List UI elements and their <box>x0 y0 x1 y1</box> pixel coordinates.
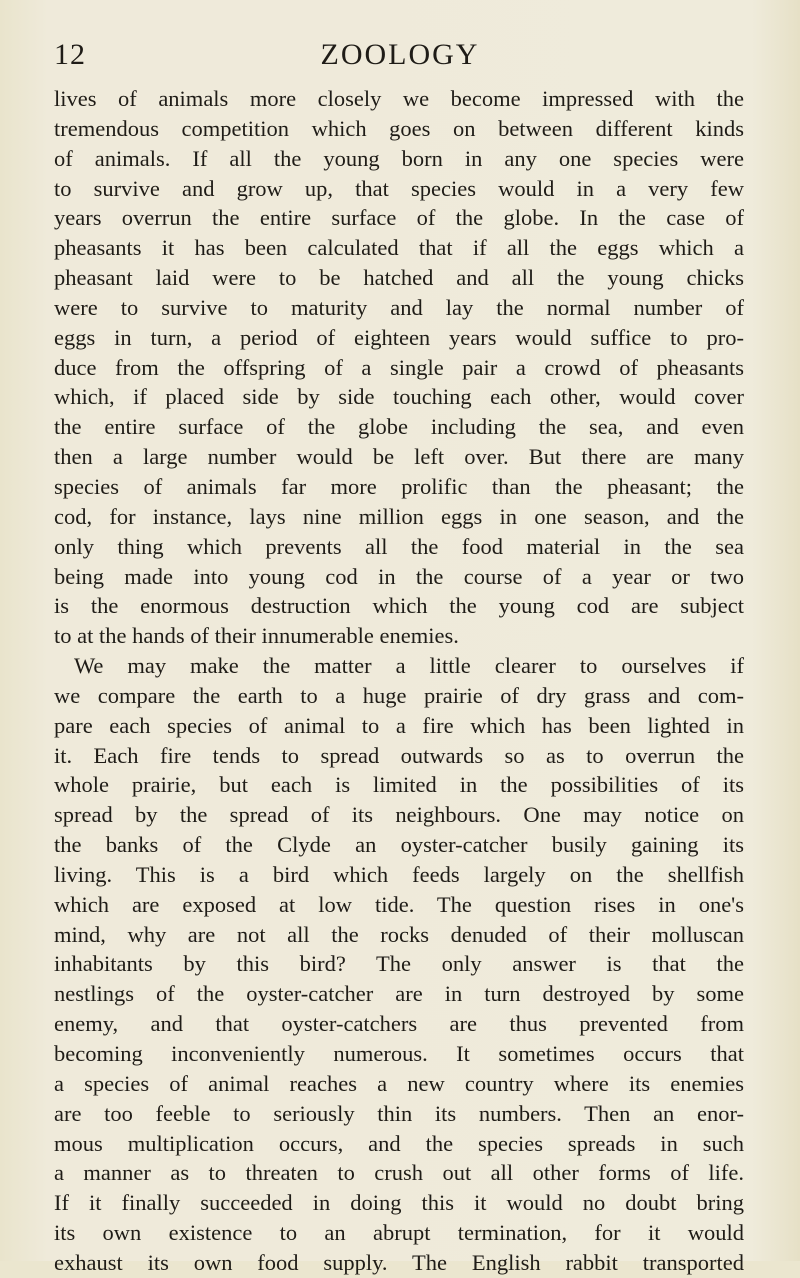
text-line: of animals. If all the young born in any one species were <box>54 145 744 171</box>
text-line: cod, for instance, lays nine million eggs in one season, and the <box>54 503 744 529</box>
body-text <box>54 84 744 1278</box>
running-head: ZOOLOGY <box>320 38 480 71</box>
text-line: were to survive to maturity and lay the normal number of <box>54 294 744 320</box>
text-line: mind, why are not all the rocks denuded of their molluscan <box>54 921 744 947</box>
text-line: inhabitants by this bird? The only answer is that the <box>54 951 744 977</box>
text-line: tremendous competition which goes on between different kinds <box>54 115 744 141</box>
text-line: the entire surface of the globe including the sea, and even <box>54 414 744 440</box>
text-line: which, if placed side by side touching each other, would cover <box>54 384 744 410</box>
text-line: nestlings of the oyster-catcher are in turn destroyed by some <box>54 981 744 1007</box>
text-line: only thing which prevents all the food material in the sea <box>54 533 744 559</box>
text-line: whole prairie, but each is limited in the possibilities of its <box>54 772 744 798</box>
text-line: being made into young cod in the course of a year or two <box>54 563 744 589</box>
text-line: pare each species of animal to a fire which has been lighted in <box>54 712 744 738</box>
page-header <box>54 38 746 78</box>
paragraph-start-line: We may make the matter a little clearer to ourselves if <box>74 653 744 679</box>
text-line: its own existence to an abrupt termination, for it would <box>54 1220 744 1246</box>
text-line: are too feeble to seriously thin its numbers. Then an enor- <box>54 1100 744 1126</box>
text-line: pheasant laid were to be hatched and all the young chicks <box>54 265 744 291</box>
text-line: duce from the offspring of a single pair a crowd of pheasants <box>54 354 744 380</box>
text-line: lives of animals more closely we become impressed with the <box>54 86 744 111</box>
text-line: to at the hands of their innumerable enemies. <box>54 623 459 649</box>
text-line: the banks of the Clyde an oyster-catcher busily gaining its <box>54 832 744 858</box>
text-line: pheasants it has been calculated that if all the eggs which a <box>54 235 744 261</box>
text-line: years overrun the entire surface of the globe. In the case of <box>54 205 744 231</box>
text-line: species of animals far more prolific than the pheasant; the <box>54 473 744 499</box>
text-line: enemy, and that oyster-catchers are thus prevented from <box>54 1011 744 1037</box>
text-line: If it finally succeeded in doing this it would no doubt bring <box>54 1190 744 1216</box>
text-line: is the enormous destruction which the young cod are subject <box>54 593 744 619</box>
text-line: eggs in turn, a period of eighteen years would suffice to pro- <box>54 324 744 350</box>
text-line: a species of animal reaches a new country where its enemies <box>54 1070 744 1096</box>
text-line: becoming inconveniently numerous. It sometimes occurs that <box>54 1041 744 1066</box>
text-line: it. Each fire tends to spread outwards so as to overrun the <box>54 742 744 768</box>
text-line: mous multiplication occurs, and the species spreads in such <box>54 1130 744 1156</box>
text-line: spread by the spread of its neighbours. One may notice on <box>54 802 744 828</box>
page-number: 12 <box>54 38 86 71</box>
text-line: a manner as to threaten to crush out all other forms of life. <box>54 1160 744 1186</box>
text-line: living. This is a bird which feeds largely on the shellfish <box>54 861 744 887</box>
text-line: which are exposed at low tide. The question rises in one's <box>54 891 744 917</box>
text-line: we compare the earth to a huge prairie of dry grass and com- <box>54 682 744 708</box>
text-line: then a large number would be left over. But there are many <box>54 444 744 470</box>
text-line: to survive and grow up, that species would in a very few <box>54 175 744 201</box>
text-line: exhaust its own food supply. The English rabbit transported <box>54 1249 744 1275</box>
